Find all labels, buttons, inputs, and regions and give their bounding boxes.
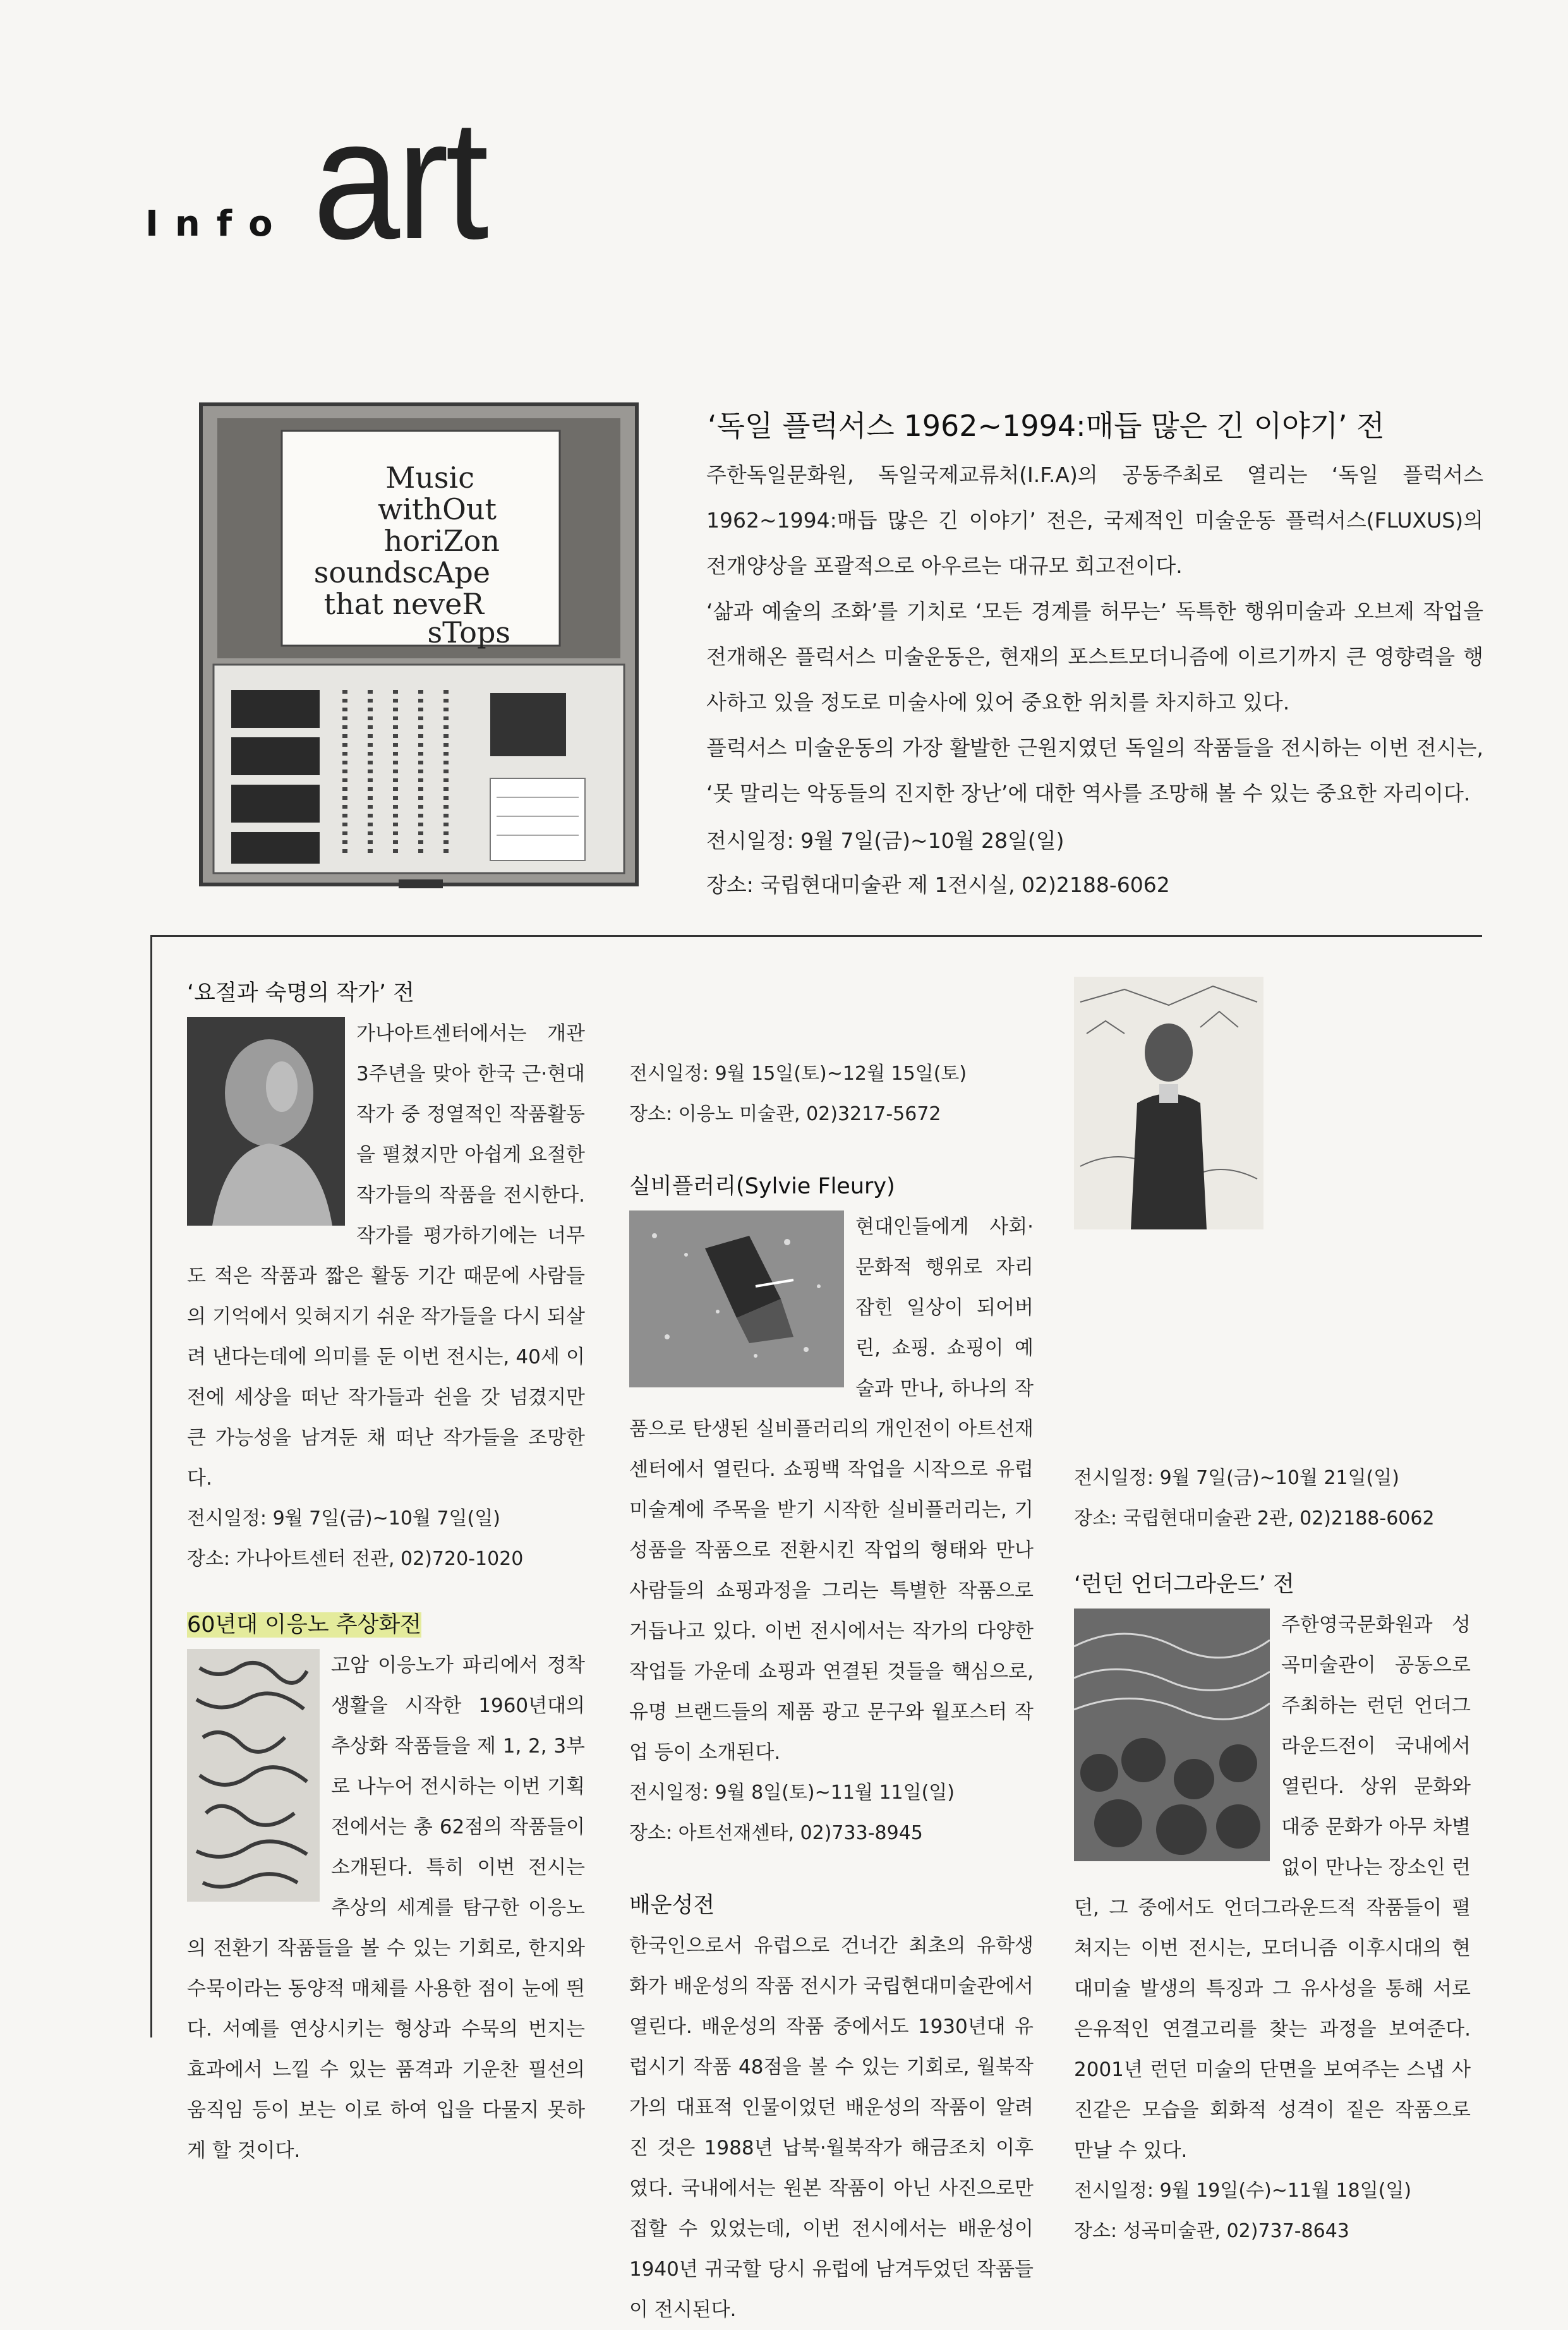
column-3 (1074, 973, 1471, 2252)
box-text-line: soundscApe (313, 555, 490, 589)
article-schedule: 전시일정: 9월 8일(토)~11월 11일(일) (629, 1782, 955, 1804)
box-text-line: Music (385, 461, 474, 495)
article-venue: 장소: 국립현대미술관 2관, 02)2188-6062 (1074, 1507, 1435, 1530)
bust-sculpture-image (187, 1017, 345, 1226)
bae-unsung-portrait-image (1074, 977, 1263, 1229)
box-text-line: withOut (377, 492, 497, 526)
featured-schedule: 전시일정: 9월 7일(금)~10월 28일(일) (706, 828, 1064, 853)
article-title: 배운성전 (629, 1893, 715, 1918)
fluxus-box-image (187, 393, 651, 892)
featured-paragraph: ‘삶과 예술의 조화’를 기치로 ‘모든 경계를 허무는’ 독특한 행위미술과 오브제 작업을 전개해온 플럭서스 미술운동은, 현재의 포스트모더니즘에 이르기까지 큰 영향력을 행사하고 있을 정도로 미술사에 있어 중요한 위치를 차지하고 있다. (706, 599, 1483, 715)
article-title: ‘요절과 숙명의 작가’ 전 (187, 981, 414, 1006)
article-venue: 장소: 성곡미술관, 02)737-8643 (1074, 2220, 1349, 2242)
article-schedule: 전시일정: 9월 19일(수)~11월 18일(일) (1074, 2180, 1412, 2202)
article-body: 고암 이응노가 파리에서 정착생활을 시작한 1960년대의 추상화 작품들을 제 1, 2, 3부로 나누어 전시하는 이번 기획전에서는 총 62점의 작품들이 소개된다. 특히 이번 전시는 추상의 세계를 탐구한 이응노의 전환기 작품들을 볼 수 있는 기회로, 한지와 수묵이라는 동양적 매체를 사용한 점이 눈에 띈다. 서예를 연상시키는 형상과 수묵의 번지는 효과에서 느낄 수 있는 품격과 기운찬 필선의 움직임 등이 보는 이로 하여 입을 다물지 못하게 할 것이다. (187, 1654, 585, 2162)
featured-title: ‘독일 플럭서스 1962~1994:매듭 많은 긴 이야기’ 전 (708, 409, 1385, 443)
london-underground-image (1074, 1609, 1270, 1861)
article-title: ‘런던 언더그라운드’ 전 (1074, 1572, 1294, 1597)
sylvie-fleury-image (629, 1210, 844, 1387)
featured-venue: 장소: 국립현대미술관 제 1전시실, 02)2188-6062 (706, 872, 1170, 897)
section-divider-top (150, 935, 1482, 937)
masthead-art: art (313, 85, 486, 275)
box-text-line: sTops (427, 615, 510, 649)
column-1 (187, 973, 585, 2171)
article-body: 한국인으로서 유럽으로 건너간 최초의 유학생 화가 배운성의 작품 전시가 국립현대미술관에서 열린다. 배운성의 작품 중에서도 1930년대 유럽시기 작품 48점을 볼 수 있는 기회로, 월북작가의 대표적 인물이었던 배운성의 작품이 알려진 것은 1988년 납북·월북작가 해금조치 이후였다. 국내에서는 원본 작품이 아닌 사진으로만 접할 수 있었는데, 이번 전시에서는 배운성이 1940년 귀국할 당시 유럽에 남겨두었던 작품들이 전시된다. (629, 1935, 1034, 2321)
abstract-ink-image (187, 1649, 320, 1902)
article-schedule: 전시일정: 9월 15일(토)~12월 15일(토) (629, 1063, 967, 1085)
box-text-line: horiZon (383, 524, 500, 558)
article-title-highlighted (187, 1605, 585, 1645)
featured-paragraph: 주한독일문화원, 독일국제교류처(I.F.A)의 공동주최로 열리는 ‘독일 플럭서스 1962~1994:매듭 많은 긴 이야기’ 전은, 국제적인 미술운동 플럭서스(FLUXUS)의 전개양상을 포괄적으로 아우르는 대규모 회고전이다. (706, 462, 1483, 578)
article-schedule: 전시일정: 9월 7일(금)~10월 21일(일) (1074, 1467, 1399, 1489)
article-body: 주한영국문화원과 성곡미술관이 공동으로 주최하는 런던 언더그라운드전이 국내에서 열린다. 상위 문화와 대중 문화가 아무 차별 없이 만나는 장소인 런던, 그 중에서도 언더그라운드적 작품들이 펼쳐지는 이번 전시는, 모더니즘 이후시대의 현대미술 발생의 특징과 그 유사성을 통해 서로 은유적인 연결고리를 찾는 과정을 보여준다. 2001년 런던 미술의 단면을 보여주는 스냅 사진같은 모습을 회화적 성격이 짙은 작품으로 만날 수 있다. (1074, 1614, 1471, 2162)
article-venue: 장소: 아트선재센타, 02)733-8945 (629, 1822, 923, 1844)
featured-info (706, 819, 1483, 907)
section-divider-left (150, 935, 152, 2037)
featured-body (706, 452, 1483, 816)
masthead-info: Info (145, 203, 289, 244)
article-title: 실비플러리(Sylvie Fleury) (629, 1174, 895, 1199)
article-title: 60년대 이응노 추상화전 (187, 1612, 422, 1638)
article-body: 가나아트센터에서는 개관 3주년을 맞아 한국 근·현대 작가 중 정열적인 작품활동을 펼쳤지만 아쉽게 요절한 작가들의 작품을 전시한다. 작가를 평가하기에는 너무도 적은 작품과 짧은 활동 기간 때문에 사람들의 기억에서 잊혀지기 쉬운 작가들을 다시 되살려 낸다는데에 의미를 둔 이번 전시는, 40세 이전에 세상을 떠난 작가들과 쉰을 갓 넘겼지만 큰 가능성을 남겨둔 채 떠난 작가들을 조망한다. (187, 1022, 585, 1490)
article-body: 현대인들에게 사회·문화적 행위로 자리잡힌 일상이 되어버린, 쇼핑. 쇼핑이 예술과 만나, 하나의 작품으로 탄생된 실비플러리의 개인전이 아트선재센터에서 열린다. 쇼핑백 작업을 시작으로 유럽 미술계에 주목을 받기 시작한 실비플러리는, 기성품을 작품으로 전환시킨 작업의 형태와 만나 사람들의 쇼핑과정을 그리는 특별한 작품으로 거듭나고 있다. 이번 전시에서는 작가의 다양한 작업들 가운데 쇼핑과 연결된 것들을 핵심으로, 유명 브랜드들의 제품 광고 문구와 월포스터 작업 등이 소개된다. (629, 1216, 1034, 1764)
article-venue: 장소: 이응노 미술관, 02)3217-5672 (629, 1103, 941, 1125)
article-venue: 장소: 가나아트센터 전관, 02)720-1020 (187, 1548, 524, 1570)
column-2 (629, 973, 1034, 2330)
featured-paragraph: 플럭서스 미술운동의 가장 활발한 근원지였던 독일의 작품들을 전시하는 이번 전시는, ‘못 말리는 악동들의 진지한 장난’에 대한 역사를 조망해 볼 수 있는 중요한 자리이다. (706, 735, 1483, 806)
box-text-line: that neveR (323, 587, 484, 621)
article-schedule: 전시일정: 9월 7일(금)~10월 7일(일) (187, 1507, 500, 1530)
